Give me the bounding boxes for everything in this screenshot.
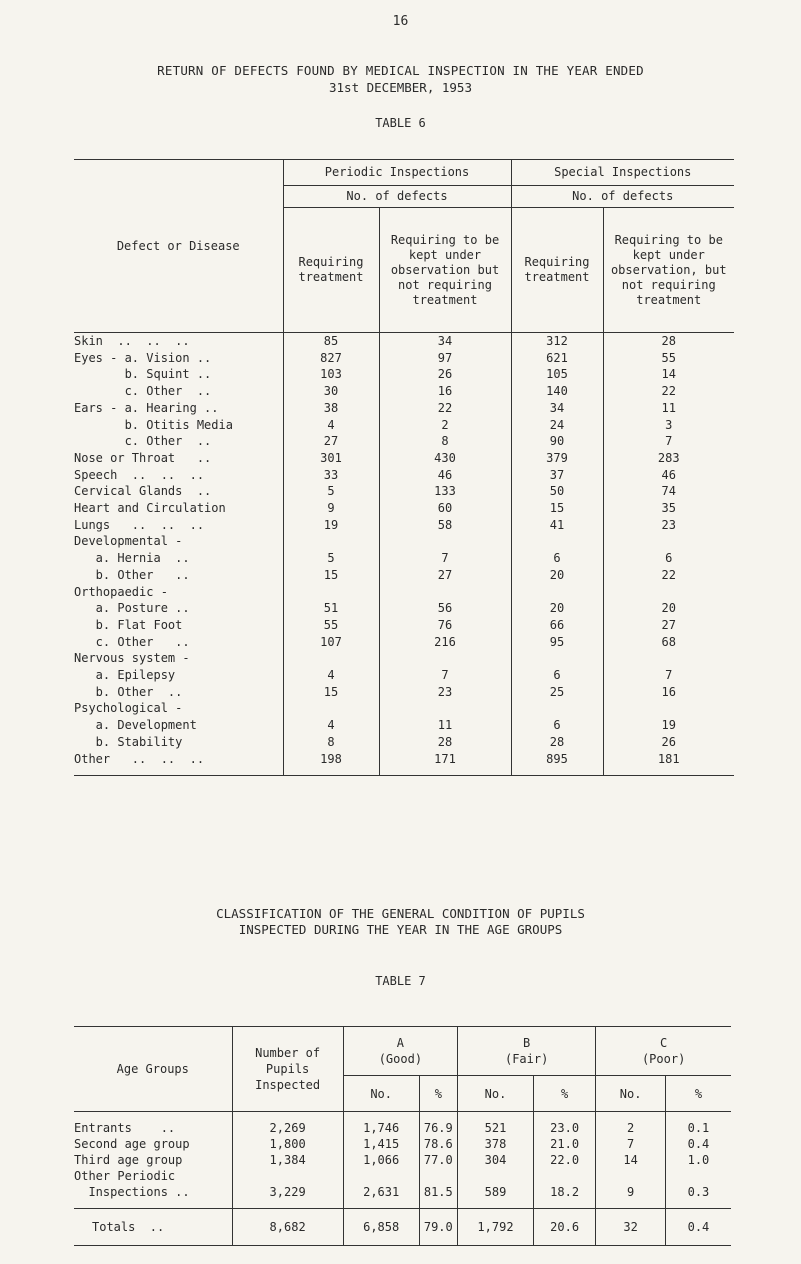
cell-value: 11 bbox=[379, 717, 511, 734]
cell-value: 621 bbox=[511, 350, 603, 367]
cell-value: 1,415 bbox=[343, 1136, 419, 1152]
cell-value: 133 bbox=[379, 483, 511, 500]
cell-value: 283 bbox=[603, 450, 734, 467]
cell-value: 23 bbox=[379, 684, 511, 701]
col-header-defect: Defect or Disease bbox=[116, 238, 240, 253]
cell-value bbox=[379, 700, 511, 717]
report-title: RETURN OF DEFECTS FOUND BY MEDICAL INSPECTION IN THE YEAR ENDED bbox=[157, 63, 644, 78]
cell-value: 7 bbox=[379, 667, 511, 684]
cell-value: 107 bbox=[283, 634, 379, 651]
row-label: Nose or Throat .. bbox=[74, 450, 212, 465]
cell-value: 521 bbox=[458, 1112, 534, 1137]
table-row bbox=[74, 634, 734, 651]
col-header-b: B bbox=[523, 1036, 531, 1050]
col-header-a-sub: (Good) bbox=[378, 1052, 423, 1066]
row-label: Cervical Glands .. bbox=[74, 484, 212, 499]
row-label: Developmental - bbox=[74, 534, 183, 549]
cell-value: 4 bbox=[283, 417, 379, 434]
col-header-periodic-no-defects: No. of defects bbox=[283, 186, 511, 208]
row-label: Other .. .. .. bbox=[74, 751, 283, 776]
cell-value: 22 bbox=[379, 400, 511, 417]
totals-value: 20.6 bbox=[533, 1209, 595, 1246]
col-header-a-pct: % bbox=[419, 1076, 457, 1112]
cell-value: 26 bbox=[379, 366, 511, 383]
cell-value: 1,800 bbox=[232, 1136, 343, 1152]
col-header-c-pct: % bbox=[665, 1076, 731, 1112]
cell-value: 26 bbox=[603, 734, 734, 751]
cell-value: 5 bbox=[283, 483, 379, 500]
col-header-periodic-observation: Requiring to be kept under observation but not requiring treatment bbox=[379, 208, 511, 333]
cell-value: 22 bbox=[603, 383, 734, 400]
col-header-special-observation: Requiring to be kept under observation, but not requiring treatment bbox=[603, 208, 734, 333]
cell-value: 8 bbox=[283, 734, 379, 751]
cell-value: 198 bbox=[283, 751, 379, 776]
cell-value: 304 bbox=[458, 1152, 534, 1168]
cell-value: 56 bbox=[379, 600, 511, 617]
row-label: a. Epilepsy bbox=[74, 668, 176, 683]
cell-value: 6 bbox=[511, 717, 603, 734]
cell-value: 0.4 bbox=[665, 1136, 731, 1152]
table-row bbox=[74, 667, 734, 684]
cell-value bbox=[379, 650, 511, 667]
cell-value: 2,631 bbox=[343, 1184, 419, 1209]
cell-value: 95 bbox=[511, 634, 603, 651]
cell-value: 1,066 bbox=[343, 1152, 419, 1168]
cell-value: 5 bbox=[283, 550, 379, 567]
cell-value: 827 bbox=[283, 350, 379, 367]
row-label: c. Other .. bbox=[74, 634, 190, 649]
cell-value: 97 bbox=[379, 350, 511, 367]
cell-value: 23 bbox=[603, 517, 734, 534]
cell-value: 0.1 bbox=[665, 1112, 731, 1137]
cell-value: 20 bbox=[511, 567, 603, 584]
table-row bbox=[74, 467, 734, 484]
cell-value: 21.0 bbox=[533, 1136, 595, 1152]
cell-value: 74 bbox=[603, 483, 734, 500]
cell-value bbox=[603, 533, 734, 550]
col-header-special-treatment: Requiring treatment bbox=[511, 208, 603, 333]
cell-value bbox=[603, 650, 734, 667]
row-label: Nervous system - bbox=[74, 651, 190, 666]
cell-value: 312 bbox=[511, 333, 603, 350]
cell-value: 27 bbox=[283, 433, 379, 450]
col-header-a-no: No. bbox=[343, 1076, 419, 1112]
cell-value bbox=[511, 700, 603, 717]
col-header-periodic-treatment: Requiring treatment bbox=[283, 208, 379, 333]
col-header-c-no: No. bbox=[596, 1076, 666, 1112]
table-row bbox=[74, 600, 734, 617]
cell-value: 76.9 bbox=[419, 1112, 457, 1137]
cell-value bbox=[511, 533, 603, 550]
totals-value: 6,858 bbox=[343, 1209, 419, 1246]
table-row bbox=[74, 717, 734, 734]
cell-value: 20 bbox=[603, 600, 734, 617]
cell-value: 589 bbox=[458, 1184, 534, 1209]
cell-value: 50 bbox=[511, 483, 603, 500]
table-row bbox=[74, 1152, 731, 1168]
cell-value: 1,746 bbox=[343, 1112, 419, 1137]
cell-value: 60 bbox=[379, 500, 511, 517]
table-row bbox=[74, 700, 734, 717]
cell-value: 4 bbox=[283, 667, 379, 684]
cell-value: 55 bbox=[283, 617, 379, 634]
totals-value: 32 bbox=[596, 1209, 666, 1246]
totals-label: Totals .. bbox=[74, 1209, 232, 1246]
cell-value: 7 bbox=[379, 550, 511, 567]
cell-value: 11 bbox=[603, 400, 734, 417]
col-header-periodic: Periodic Inspections bbox=[283, 160, 511, 186]
cell-value: 15 bbox=[511, 500, 603, 517]
cell-value bbox=[665, 1168, 731, 1184]
table-row bbox=[74, 584, 734, 601]
table-row bbox=[74, 550, 734, 567]
table-row bbox=[74, 517, 734, 534]
cell-value: 22 bbox=[603, 567, 734, 584]
row-label: Other Periodic bbox=[74, 1169, 176, 1183]
table-row bbox=[74, 400, 734, 417]
cell-value: 25 bbox=[511, 684, 603, 701]
cell-value: 78.6 bbox=[419, 1136, 457, 1152]
table-row bbox=[74, 350, 734, 367]
cell-value: 23.0 bbox=[533, 1112, 595, 1137]
totals-row bbox=[74, 1209, 731, 1246]
cell-value: 34 bbox=[379, 333, 511, 350]
cell-value bbox=[511, 650, 603, 667]
table-row bbox=[74, 417, 734, 434]
cell-value: 27 bbox=[603, 617, 734, 634]
table7-general-condition bbox=[74, 1026, 731, 1246]
cell-value: 30 bbox=[283, 383, 379, 400]
page-number: 16 bbox=[392, 14, 409, 29]
row-label: Third age group bbox=[74, 1153, 183, 1167]
cell-value: 895 bbox=[511, 751, 603, 776]
cell-value bbox=[603, 584, 734, 601]
cell-value: 20 bbox=[511, 600, 603, 617]
cell-value: 9 bbox=[596, 1184, 666, 1209]
cell-value bbox=[283, 533, 379, 550]
row-label: Second age group bbox=[74, 1137, 190, 1151]
cell-value: 38 bbox=[283, 400, 379, 417]
cell-value: 2,269 bbox=[232, 1112, 343, 1137]
cell-value: 14 bbox=[596, 1152, 666, 1168]
cell-value: 77.0 bbox=[419, 1152, 457, 1168]
table6-defects bbox=[74, 159, 734, 776]
cell-value bbox=[379, 533, 511, 550]
row-label: b. Other .. bbox=[74, 567, 190, 582]
row-label: b. Otitis Media bbox=[74, 417, 233, 432]
report-title-date: 31st DECEMBER, 1953 bbox=[329, 80, 472, 95]
row-label: b. Stability bbox=[74, 734, 183, 749]
cell-value bbox=[232, 1168, 343, 1184]
row-label: Entrants .. bbox=[74, 1112, 232, 1137]
table-row bbox=[74, 617, 734, 634]
table-row bbox=[74, 383, 734, 400]
cell-value bbox=[343, 1168, 419, 1184]
row-label: c. Other .. bbox=[74, 434, 212, 449]
classification-subtitle: INSPECTED DURING THE YEAR IN THE AGE GROUPS bbox=[238, 922, 563, 937]
cell-value: 28 bbox=[379, 734, 511, 751]
row-label: b. Squint .. bbox=[74, 367, 212, 382]
row-label: Lungs .. .. .. bbox=[74, 517, 205, 532]
totals-value: 79.0 bbox=[419, 1209, 457, 1246]
cell-value: 90 bbox=[511, 433, 603, 450]
table-row bbox=[74, 567, 734, 584]
row-label: Ears - a. Hearing .. bbox=[74, 400, 219, 415]
cell-value: 7 bbox=[603, 667, 734, 684]
col-header-special-no-defects: No. of defects bbox=[511, 186, 734, 208]
cell-value bbox=[419, 1168, 457, 1184]
row-label: b. Other .. bbox=[74, 684, 183, 699]
cell-value: 16 bbox=[379, 383, 511, 400]
col-header-number-inspected: Number of Pupils Inspected bbox=[232, 1027, 343, 1112]
table-row bbox=[74, 751, 734, 776]
table-row bbox=[74, 1184, 731, 1209]
col-header-b-fair bbox=[458, 1027, 596, 1076]
cell-value: 140 bbox=[511, 383, 603, 400]
row-label: a. Posture .. bbox=[74, 601, 190, 616]
cell-value bbox=[283, 700, 379, 717]
cell-value: 171 bbox=[379, 751, 511, 776]
row-label: Eyes - a. Vision .. bbox=[74, 350, 212, 365]
col-header-b-sub: (Fair) bbox=[504, 1052, 549, 1066]
col-header-b-pct: % bbox=[533, 1076, 595, 1112]
totals-value: 8,682 bbox=[232, 1209, 343, 1246]
row-label: Inspections .. bbox=[74, 1185, 190, 1199]
cell-value: 55 bbox=[603, 350, 734, 367]
cell-value: 33 bbox=[283, 467, 379, 484]
cell-value: 7 bbox=[603, 433, 734, 450]
col-header-age-groups: Age Groups bbox=[116, 1062, 189, 1076]
cell-value: 301 bbox=[283, 450, 379, 467]
col-header-c-poor bbox=[596, 1027, 731, 1076]
totals-value: 1,792 bbox=[458, 1209, 534, 1246]
table-row bbox=[74, 333, 734, 350]
row-label: Psychological - bbox=[74, 701, 183, 716]
table-row bbox=[74, 433, 734, 450]
row-label: Heart and Circulation bbox=[74, 501, 226, 516]
cell-value: 8 bbox=[379, 433, 511, 450]
cell-value: 15 bbox=[283, 567, 379, 584]
table7-label: TABLE 7 bbox=[375, 974, 426, 988]
row-label: c. Other .. bbox=[74, 384, 212, 399]
cell-value: 378 bbox=[458, 1136, 534, 1152]
row-label: a. Development bbox=[74, 718, 197, 733]
cell-value: 3,229 bbox=[232, 1184, 343, 1209]
table-row bbox=[74, 1168, 731, 1184]
cell-value: 34 bbox=[511, 400, 603, 417]
cell-value: 28 bbox=[511, 734, 603, 751]
cell-value: 66 bbox=[511, 617, 603, 634]
classification-title: CLASSIFICATION OF THE GENERAL CONDITION OF PUPILS bbox=[216, 906, 585, 921]
cell-value: 105 bbox=[511, 366, 603, 383]
col-header-a-good bbox=[343, 1027, 457, 1076]
row-label: Orthopaedic - bbox=[74, 584, 168, 599]
cell-value bbox=[511, 584, 603, 601]
col-header-c: C bbox=[660, 1036, 668, 1050]
cell-value: 28 bbox=[603, 333, 734, 350]
row-label: b. Flat Foot bbox=[74, 617, 183, 632]
cell-value bbox=[379, 584, 511, 601]
cell-value: 6 bbox=[511, 550, 603, 567]
cell-value: 4 bbox=[283, 717, 379, 734]
cell-value: 58 bbox=[379, 517, 511, 534]
table-row bbox=[74, 533, 734, 550]
table-row bbox=[74, 483, 734, 500]
table-row bbox=[74, 1136, 731, 1152]
table-row bbox=[74, 450, 734, 467]
cell-value: 1,384 bbox=[232, 1152, 343, 1168]
row-label: Skin .. .. .. bbox=[74, 333, 283, 350]
cell-value: 14 bbox=[603, 366, 734, 383]
row-label: a. Hernia .. bbox=[74, 551, 190, 566]
cell-value: 76 bbox=[379, 617, 511, 634]
cell-value: 19 bbox=[283, 517, 379, 534]
totals-value: 0.4 bbox=[665, 1209, 731, 1246]
cell-value: 15 bbox=[283, 684, 379, 701]
cell-value: 2 bbox=[596, 1112, 666, 1137]
cell-value: 0.3 bbox=[665, 1184, 731, 1209]
cell-value: 22.0 bbox=[533, 1152, 595, 1168]
cell-value: 19 bbox=[603, 717, 734, 734]
cell-value bbox=[596, 1168, 666, 1184]
cell-value: 27 bbox=[379, 567, 511, 584]
cell-value bbox=[458, 1168, 534, 1184]
cell-value: 103 bbox=[283, 366, 379, 383]
table-row bbox=[74, 684, 734, 701]
col-header-b-no: No. bbox=[458, 1076, 534, 1112]
cell-value: 6 bbox=[511, 667, 603, 684]
cell-value: 51 bbox=[283, 600, 379, 617]
cell-value: 46 bbox=[379, 467, 511, 484]
cell-value: 3 bbox=[603, 417, 734, 434]
table-row bbox=[74, 734, 734, 751]
cell-value: 2 bbox=[379, 417, 511, 434]
cell-value: 1.0 bbox=[665, 1152, 731, 1168]
cell-value: 46 bbox=[603, 467, 734, 484]
cell-value: 9 bbox=[283, 500, 379, 517]
cell-value: 41 bbox=[511, 517, 603, 534]
table6-label: TABLE 6 bbox=[375, 116, 426, 130]
cell-value bbox=[283, 650, 379, 667]
col-header-c-sub: (Poor) bbox=[641, 1052, 686, 1066]
cell-value: 6 bbox=[603, 550, 734, 567]
cell-value: 68 bbox=[603, 634, 734, 651]
cell-value: 24 bbox=[511, 417, 603, 434]
cell-value: 216 bbox=[379, 634, 511, 651]
cell-value: 37 bbox=[511, 467, 603, 484]
cell-value: 379 bbox=[511, 450, 603, 467]
cell-value: 35 bbox=[603, 500, 734, 517]
col-header-a: A bbox=[396, 1036, 404, 1050]
cell-value: 430 bbox=[379, 450, 511, 467]
cell-value: 18.2 bbox=[533, 1184, 595, 1209]
cell-value: 16 bbox=[603, 684, 734, 701]
cell-value: 85 bbox=[283, 333, 379, 350]
cell-value bbox=[533, 1168, 595, 1184]
table-row bbox=[74, 500, 734, 517]
col-header-special: Special Inspections bbox=[511, 160, 734, 186]
table-row bbox=[74, 1112, 731, 1137]
cell-value bbox=[603, 700, 734, 717]
cell-value bbox=[283, 584, 379, 601]
cell-value: 81.5 bbox=[419, 1184, 457, 1209]
cell-value: 181 bbox=[603, 751, 734, 776]
row-label: Speech .. .. .. bbox=[74, 467, 205, 482]
cell-value: 7 bbox=[596, 1136, 666, 1152]
table-row bbox=[74, 650, 734, 667]
table-row bbox=[74, 366, 734, 383]
